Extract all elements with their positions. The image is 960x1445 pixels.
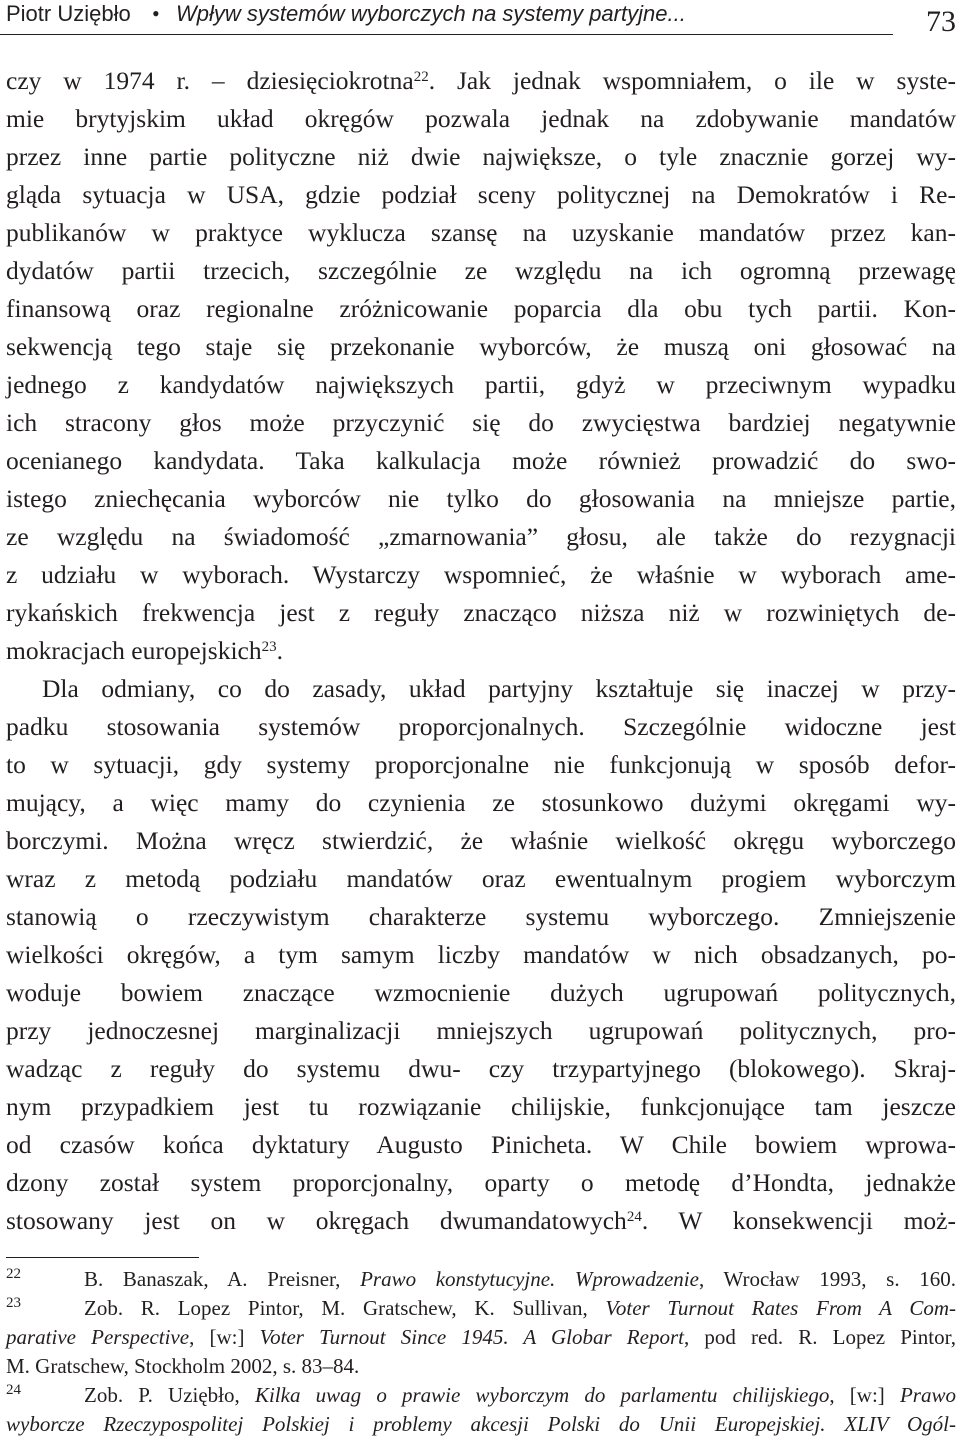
italic-text: parative Perspective [6, 1325, 190, 1349]
text-line [6, 100, 956, 138]
text-run: wraz z metodą podziału mandatów oraz ewentualnym progiem wyborczym [6, 864, 956, 893]
text-line [6, 974, 956, 1012]
italic-text: Kilka uwag o prawie wyborczym do parlamentu chilijskiego [254, 1383, 830, 1407]
text-line [6, 1202, 956, 1240]
text-run: to w sytuacji, gdy systemy proporcjonalne nie funkcjonują w sposób defor- [6, 750, 956, 779]
page-number: 73 [926, 5, 956, 38]
text-run: , [w:] [829, 1383, 900, 1407]
text-run: . [276, 636, 283, 665]
text-line [6, 1126, 956, 1164]
footnote-number: 22 [6, 1266, 21, 1282]
text-line [6, 1050, 956, 1088]
text-run: od czasów końca dyktatury Augusto Pinicheta. W Chile bowiem wprowa- [6, 1130, 956, 1159]
text-run: nym przypadkiem jest tu rozwiązanie chilijskie, funkcjonujące tam jeszcze [6, 1092, 956, 1121]
text-run: rykańskich frekwencja jest z reguły znacząco niższa niż w rozwiniętych de- [6, 598, 956, 627]
text-run: czy w 1974 r. – dziesięciokrotna [6, 66, 414, 95]
text-run: ich stracony głos może przyczynić się do zwycięstwa bardziej negatywnie [6, 408, 956, 437]
text-run: gląda sytuacja w USA, gdzie podział sceny politycznej na Demokratów i Re- [6, 180, 956, 209]
text-run: dzony został system proporcjonalny, oparty o metodę d’Hondta, jednakże [6, 1168, 956, 1197]
header-rule [0, 34, 893, 35]
text-line [6, 138, 956, 176]
text-run: ze względu na świadomość „zmarnowania” głosu, ale także do rezygnacji [6, 522, 956, 551]
italic-text: Voter Turnout Rates From A Com- [605, 1296, 956, 1320]
text-run: M. Gratschew, Stockholm 2002, s. 83–84. [6, 1354, 360, 1378]
header-author: Piotr Uziębło [6, 1, 131, 26]
text-line [6, 746, 956, 784]
text-run: . Jak jednak wspomniałem, o ile w syste- [428, 66, 957, 95]
text-line [6, 594, 956, 632]
italic-text: Voter Turnout Since 1945. A Globar Report [259, 1325, 684, 1349]
italic-text: wyborcze Rzeczypospolitej Polskiej i problemy akcesji Polski do Unii Europejskiej. XLIV Ogól- [6, 1412, 956, 1436]
footnote-entry [6, 1381, 956, 1410]
text-run: mie brytyjskim układ okręgów pozwala jednak na zdobywanie mandatów [6, 104, 956, 133]
footnote-separator [6, 1257, 199, 1258]
text-run: istego zniechęcania wyborców nie tylko do głosowania na mniejsze partie, [6, 484, 956, 513]
text-line [6, 1012, 956, 1050]
text-line [6, 328, 956, 366]
text-run: wielkości okręgów, a tym samym liczby mandatów w nich obsadzanych, po- [6, 940, 956, 969]
text-run: mokracjach europejskich [6, 636, 262, 665]
text-run: stosowany jest on w okręgach dwumandatowych [6, 1206, 627, 1235]
footnote-entry [6, 1265, 956, 1294]
text-run: woduje bowiem znaczące wzmocnienie dużych ugrupowań politycznych, [6, 978, 956, 1007]
text-line [6, 252, 956, 290]
text-line [6, 366, 956, 404]
text-run: publikanów w praktyce wyklucza szansę na uzyskanie mandatów przez kan- [6, 218, 956, 247]
text-line [6, 556, 956, 594]
text-run: . W konsekwencji moż- [641, 1206, 956, 1235]
text-run: borczymi. Można wręcz stwierdzić, że właśnie wielkość okręgu wyborczego [6, 826, 956, 855]
footnote-number: 23 [6, 1295, 21, 1311]
text-line [6, 480, 956, 518]
footnote-line [6, 1352, 956, 1381]
running-header [0, 0, 960, 40]
text-line [6, 404, 956, 442]
text-run: sekwencją tego staje się przekonanie wyborców, że muszą oni głosować na [6, 332, 956, 361]
text-line [6, 214, 956, 252]
footnotes [6, 1265, 956, 1439]
text-line [6, 62, 956, 100]
footnote-number: 24 [6, 1382, 21, 1398]
footnote-ref: 23 [261, 639, 277, 655]
footnote-ref: 22 [413, 69, 429, 85]
text-line [6, 784, 956, 822]
text-line [6, 670, 956, 708]
text-run: wadząc z reguły do systemu dwu- czy trzypartyjnego (blokowego). Skraj- [6, 1054, 956, 1083]
text-line [6, 936, 956, 974]
text-run: , [w:] [189, 1325, 260, 1349]
italic-text: Prawo [899, 1383, 956, 1407]
text-line [6, 518, 956, 556]
text-run: , Wrocław 1993, s. 160. [698, 1267, 956, 1291]
text-run: ocenianego kandydata. Taka kalkulacja może również prowadzić do swo- [6, 446, 956, 475]
text-line [6, 708, 956, 746]
main-text [6, 62, 956, 1240]
text-run: Dla odmiany, co do zasady, układ partyjny kształtuje się inaczej w przy- [42, 674, 956, 703]
text-run: finansową oraz regionalne zróżnicowanie poparcia dla obu tych partii. Kon- [6, 294, 956, 323]
text-run: z udziału w wyborach. Wystarczy wspomnieć, że właśnie w wyborach ame- [6, 560, 956, 589]
text-run: stanowią o rzeczywistym charakterze systemu wyborczego. Zmniejszenie [6, 902, 956, 931]
footnote-line [6, 1410, 956, 1439]
text-line [6, 898, 956, 936]
text-run: przy jednoczesnej marginalizacji mniejszych ugrupowań politycznych, pro- [6, 1016, 956, 1045]
footnote-line [6, 1323, 956, 1352]
text-run: Zob. R. Lopez Pintor, M. Gratschew, K. Sullivan, [84, 1296, 606, 1320]
text-run: B. Banaszak, A. Preisner, [84, 1267, 361, 1291]
italic-text: Prawo konstytucyjne. Wprowadzenie [360, 1267, 699, 1291]
text-line [6, 442, 956, 480]
header-bullet: • [152, 1, 160, 26]
text-run: jednego z kandydatów największych partii, gdyż w przeciwnym wypadku [6, 370, 956, 399]
footnote-ref: 24 [626, 1209, 642, 1225]
text-line [6, 1088, 956, 1126]
text-run: Zob. P. Uziębło, [84, 1383, 255, 1407]
text-line [6, 1164, 956, 1202]
text-line [6, 632, 956, 670]
header-title: Wpływ systemów wyborczych na systemy partyjne... [176, 1, 686, 26]
text-line [6, 176, 956, 214]
text-line [6, 860, 956, 898]
text-run: mujący, a więc mamy do czynienia ze stosunkowo dużymi okręgami wy- [6, 788, 956, 817]
footnote-entry [6, 1294, 956, 1323]
text-line [6, 290, 956, 328]
text-run: , pod red. R. Lopez Pintor, [683, 1325, 956, 1349]
text-line [6, 822, 956, 860]
text-run: przez inne partie polityczne niż dwie największe, o tyle znacznie gorzej wy- [6, 142, 956, 171]
text-run: padku stosowania systemów proporcjonalnych. Szczególnie widoczne jest [6, 712, 956, 741]
text-run: dydatów partii trzecich, szczególnie ze względu na ich ogromną przewagę [6, 256, 956, 285]
